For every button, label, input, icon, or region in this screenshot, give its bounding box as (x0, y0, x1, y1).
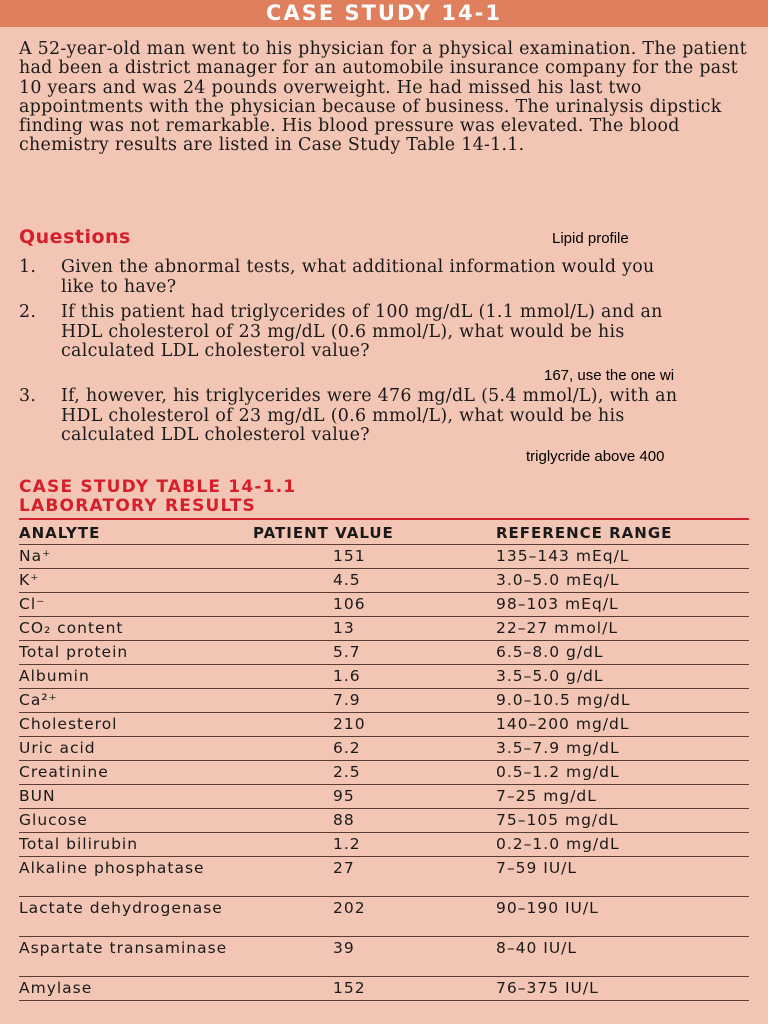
cell-reference-range: 7–59 IU/L (496, 859, 578, 877)
header-patient-value: PATIENT VALUE (253, 524, 394, 542)
cell-patient-value: 39 (333, 939, 355, 957)
cell-analyte: Ca²⁺ (19, 691, 58, 709)
cell-patient-value: 210 (333, 715, 366, 733)
cell-patient-value: 4.5 (333, 571, 361, 589)
table-row (19, 977, 749, 1001)
question-number: 2. (19, 302, 37, 322)
cell-patient-value: 106 (333, 595, 366, 613)
cell-patient-value: 88 (333, 811, 355, 829)
cell-patient-value: 7.9 (333, 691, 361, 709)
cell-reference-range: 0.5–1.2 mg/dL (496, 763, 620, 781)
cell-patient-value: 2.5 (333, 763, 361, 781)
table-row (19, 809, 749, 833)
cell-reference-range: 0.2–1.0 mg/dL (496, 835, 620, 853)
cell-analyte: Cholesterol (19, 715, 118, 733)
cell-analyte: Albumin (19, 667, 90, 685)
cell-analyte: Creatinine (19, 763, 109, 781)
cell-analyte: CO₂ content (19, 619, 124, 637)
cell-reference-range: 3.0–5.0 mEq/L (496, 571, 620, 589)
header-reference-range: REFERENCE RANGE (496, 524, 673, 542)
cell-reference-range: 140–200 mg/dL (496, 715, 630, 733)
cell-reference-range: 9.0–10.5 mg/dL (496, 691, 631, 709)
annotation-answer-3: triglycride above 400 (526, 448, 665, 465)
cell-patient-value: 5.7 (333, 643, 361, 661)
annotation-answer-2: 167, use the one wi (544, 367, 675, 384)
table-row (19, 545, 749, 569)
table-title (19, 478, 296, 516)
table-body (19, 545, 749, 1001)
cell-reference-range: 90–190 IU/L (496, 899, 599, 917)
cell-analyte: Total bilirubin (19, 835, 139, 853)
cell-analyte: Aspartate transaminase (19, 939, 228, 957)
cell-analyte: Cl⁻ (19, 595, 46, 613)
lab-results-table (19, 522, 749, 1001)
case-study-banner (0, 0, 768, 27)
table-title-line-2: LABORATORY RESULTS (19, 496, 256, 516)
table-row (19, 617, 749, 641)
question-text: If this patient had triglycerides of 100 mg/dL (1.1 mmol/L) and an HDL cholesterol of 23 mg/dL (0.6 mmol/L), what would be his calculated LDL cholesterol value? (61, 302, 663, 361)
cell-patient-value: 1.6 (333, 667, 361, 685)
cell-analyte: BUN (19, 787, 56, 805)
annotation-lipid-profile: Lipid profile (552, 230, 629, 247)
table-row (19, 937, 749, 977)
cell-patient-value: 1.2 (333, 835, 361, 853)
cell-analyte: Uric acid (19, 739, 96, 757)
table-row (19, 593, 749, 617)
cell-analyte: Alkaline phosphatase (19, 859, 205, 877)
table-row (19, 857, 749, 897)
table-row (19, 833, 749, 857)
cell-patient-value: 13 (333, 619, 355, 637)
cell-patient-value: 6.2 (333, 739, 361, 757)
cell-reference-range: 6.5–8.0 g/dL (496, 643, 604, 661)
cell-reference-range: 22–27 mmol/L (496, 619, 618, 637)
cell-analyte: Lactate dehydrogenase (19, 899, 223, 917)
table-title-rule (19, 518, 749, 520)
cell-reference-range: 135–143 mEq/L (496, 547, 630, 565)
cell-analyte: Glucose (19, 811, 88, 829)
cell-patient-value: 95 (333, 787, 355, 805)
cell-reference-range: 8–40 IU/L (496, 939, 578, 957)
questions-heading: Questions (19, 226, 131, 248)
table-row (19, 665, 749, 689)
case-description: A 52-year-old man went to his physician for a physical examination. The patient had been a district manager for an automobile insurance company for the past 10 years and was 24 pounds overweight. He had missed his last two appointments with the physician because of business. The urinalysis dipstick finding was not remarkable. His blood pressure was elevated. The blood chemistry results are listed in Case Study Table 14-1.1. (19, 39, 747, 156)
question-2 (19, 303, 679, 362)
header-analyte: ANALYTE (19, 524, 101, 542)
cell-analyte: K⁺ (19, 571, 40, 589)
question-text: Given the abnormal tests, what additional information would you like to have? (61, 257, 655, 297)
table-row (19, 689, 749, 713)
cell-analyte: Total protein (19, 643, 129, 661)
case-study-title: CASE STUDY 14-1 (266, 1, 502, 25)
table-row (19, 785, 749, 809)
table-header-row (19, 522, 749, 545)
cell-reference-range: 76–375 IU/L (496, 979, 599, 997)
table-title-line-1: CASE STUDY TABLE 14-1.1 (19, 477, 297, 497)
question-text: If, however, his triglycerides were 476 mg/dL (5.4 mmol/L), with an HDL cholesterol of 23 mg/dL (0.6 mmol/L), what would be his calculated LDL cholesterol value? (61, 386, 678, 445)
cell-patient-value: 202 (333, 899, 366, 917)
cell-patient-value: 27 (333, 859, 355, 877)
cell-reference-range: 75–105 mg/dL (496, 811, 619, 829)
table-row (19, 761, 749, 785)
question-3 (19, 387, 679, 446)
question-1 (19, 258, 679, 297)
cell-reference-range: 3.5–7.9 mg/dL (496, 739, 620, 757)
table-row (19, 897, 749, 937)
question-number: 1. (19, 257, 37, 277)
table-row (19, 713, 749, 737)
question-number: 3. (19, 386, 37, 406)
cell-reference-range: 3.5–5.0 g/dL (496, 667, 604, 685)
cell-reference-range: 98–103 mEq/L (496, 595, 619, 613)
table-row (19, 569, 749, 593)
cell-reference-range: 7–25 mg/dL (496, 787, 597, 805)
table-row (19, 737, 749, 761)
cell-patient-value: 151 (333, 547, 366, 565)
cell-patient-value: 152 (333, 979, 366, 997)
cell-analyte: Na⁺ (19, 547, 52, 565)
cell-analyte: Amylase (19, 979, 93, 997)
table-row (19, 641, 749, 665)
